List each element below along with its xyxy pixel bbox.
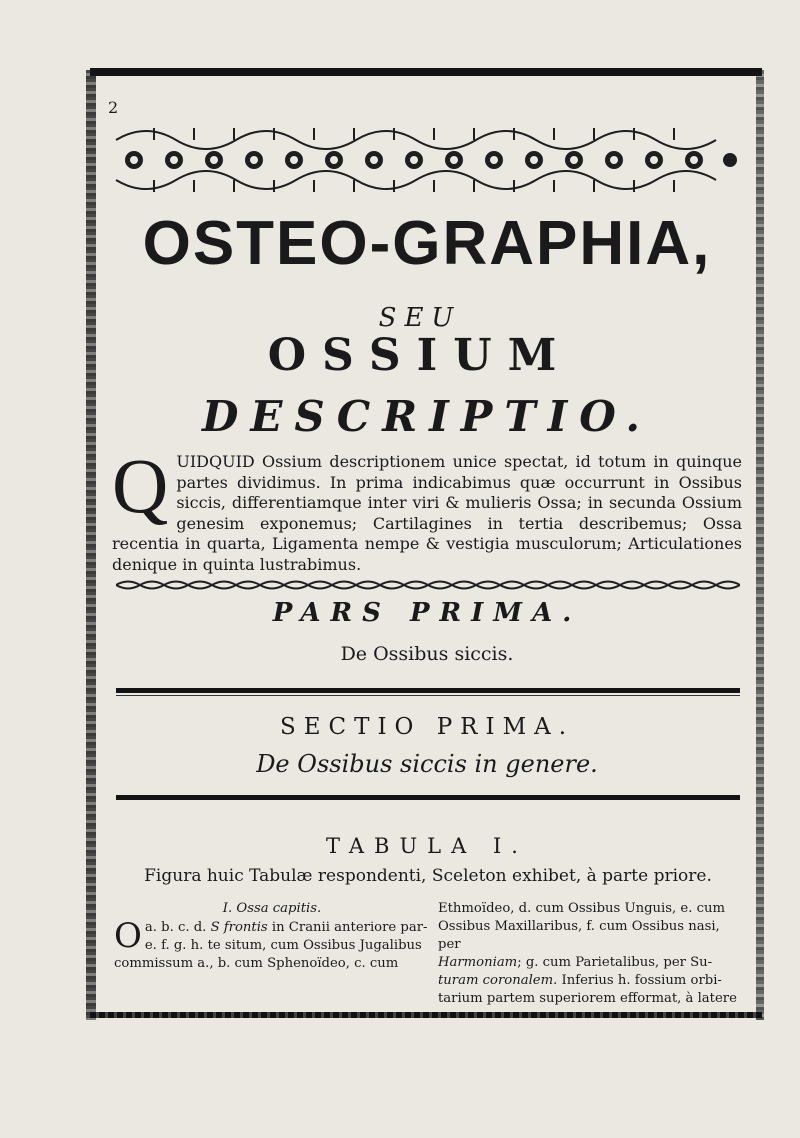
page-number: 2 xyxy=(108,98,119,117)
right-line-1: Ethmoïdeo, d. cum Ossibus Unguis, e. cum xyxy=(438,901,725,916)
left-column-heading: I. Ossa capitis. xyxy=(222,901,322,916)
left-prefix-1: a. b. c. d. xyxy=(144,920,207,935)
top-rule xyxy=(90,68,762,76)
right-rest-4: Inferius h. fossium orbi- xyxy=(557,973,722,988)
section-rule-bottom xyxy=(116,795,740,800)
divider-ornament xyxy=(116,578,740,592)
subtitle-descriptio: DESCRIPTIO. xyxy=(202,392,652,441)
section-rule-top xyxy=(116,688,740,693)
main-title: OSTEO-GRAPHIA, xyxy=(142,209,712,278)
sectio-title: SECTIO PRIMA. xyxy=(279,714,575,740)
headpiece-ornament xyxy=(106,118,746,198)
left-italic-term: S frontis xyxy=(210,920,268,935)
scan-edge-right xyxy=(756,70,764,1020)
section-rule-top-thin xyxy=(116,695,740,696)
left-column xyxy=(114,900,430,973)
right-column xyxy=(438,900,744,1008)
left-line-2 xyxy=(114,937,430,955)
right-italic-harmoniam: Harmoniam xyxy=(438,955,518,970)
tabula-title: TABULA I. xyxy=(326,834,528,858)
left-drop-cap: O xyxy=(114,916,142,956)
subtitle-seu: SEU xyxy=(378,303,462,333)
right-line-4 xyxy=(438,972,744,990)
sectio-subtitle: De Ossibus siccis in genere. xyxy=(256,750,598,778)
bottom-rule xyxy=(90,1012,762,1018)
intro-text: UIDQUID Ossium descriptionem unice spectat, id totum in quinque partes dividimus. In prima indicabimus quæ occurrunt in Ossibus siccis, differentiamque inter viri & mulieris Ossa; in secunda Ossium genesim exponemus; Cartilagines in tertia describemus; Ossa recentia in quarta, Ligamenta nempe & vestigia musculorum; Articulationes denique in quinta lustrabimus. xyxy=(112,452,742,574)
left-prefix-2: e. f. g. h. xyxy=(144,938,204,953)
intro-paragraph xyxy=(112,442,742,575)
right-italic-sutura: turam coronalem. xyxy=(438,973,558,988)
pars-title: PARS PRIMA. xyxy=(272,598,582,628)
tabula-description: Figura huic Tabulæ respondenti, Sceleton exhibet, à parte priore. xyxy=(144,866,712,886)
pars-subtitle: De Ossibus siccis. xyxy=(340,643,514,665)
right-line-3 xyxy=(438,954,744,972)
right-line-5: tarium partem superiorem efformat, à latere xyxy=(438,991,737,1006)
subtitle-ossium: OSSIUM xyxy=(267,330,573,381)
left-rest-2: te situm, cum Ossibus Jugalibus xyxy=(207,938,422,953)
scan-edge-left xyxy=(86,70,96,1020)
drop-cap: Q xyxy=(112,442,169,529)
left-rest-1: in Cranii anteriore par- xyxy=(267,920,428,935)
right-rest-3: ; g. cum Parietalibus, per Su- xyxy=(517,955,713,970)
left-line-3: commissum a., b. cum Sphenoïdeo, c. cum xyxy=(114,956,399,971)
right-line-2: Ossibus Maxillaribus, f. cum Ossibus nasi, per xyxy=(438,919,720,952)
